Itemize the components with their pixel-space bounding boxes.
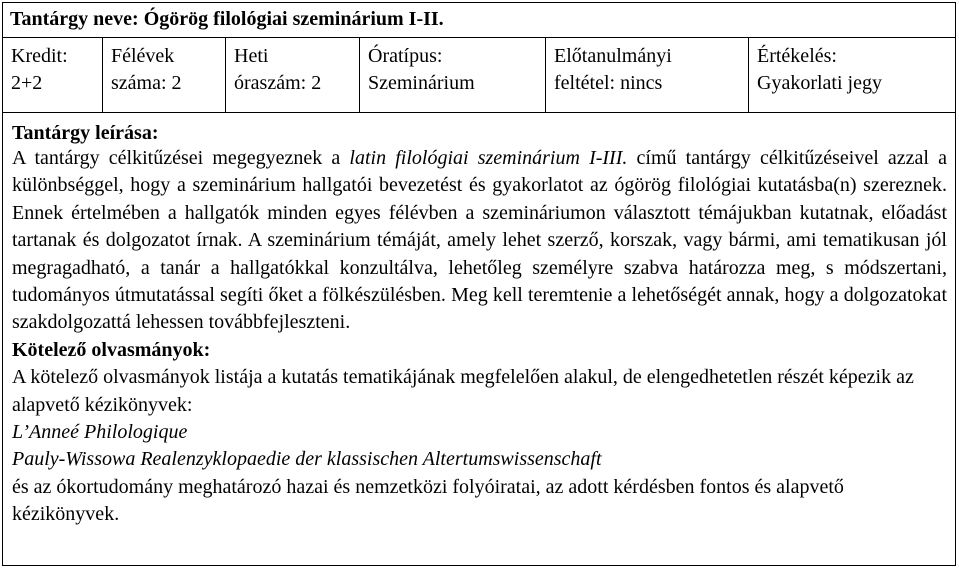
description-text-start: A tantárgy célkitűzései megegyeznek a <box>12 147 350 169</box>
description-text-rest: című tantárgy célkitűzéseivel azzal a különbséggel, hogy a szeminárium hallgatói bevezetést és gyakorlatot az ógörög filológiai kutatásba(n) szereznek. Ennek értelmében a hallgatók minden egyes félévben a szemináriumon választott témájukban kutatnak, előadást tartanak és dolgozatot írnak. A szeminárium témáját, amely lehet szerző, korszak, vagy bármi, ami tematikusan jól megragadható, a tanár a hallgatókkal konzultálva, lehetőleg személyre szabva határozza meg, s módszertani, tudományos útmutatással segíti őket a fölkészülésben. Meg kell teremtenie a lehetőségét annak, hogy a dolgozatokat szakdolgozattá lehessen továbbfejleszteni. <box>12 147 947 334</box>
meta-row <box>3 38 955 113</box>
prerequisite-cell <box>546 38 749 112</box>
semesters-value: száma: 2 <box>111 72 182 94</box>
semesters-cell <box>103 38 226 112</box>
description-text <box>12 145 947 337</box>
course-sheet <box>2 2 956 566</box>
assessment-label: Értékelés: <box>757 45 837 67</box>
readings-heading: Kötelező olvasmányok: <box>12 338 211 361</box>
credit-value: 2+2 <box>11 72 43 94</box>
readings-item-anneé: L’Anneé Philologique <box>12 421 188 444</box>
description-heading: Tantárgy leírása: <box>12 122 159 144</box>
class-type-value: Szeminárium <box>368 72 475 94</box>
readings-item-pauly-wissowa: Pauly-Wissowa Realenzyklopaedie der klassischen Altertumswissenschaft <box>12 448 602 471</box>
description-italic-title: latin filológiai szeminárium I-III. <box>349 147 628 169</box>
weekly-hours-value: óraszám: 2 <box>234 72 322 94</box>
prerequisite-label: Előtanulmányi <box>554 45 672 67</box>
body-row <box>3 113 955 565</box>
weekly-hours-cell <box>226 38 360 112</box>
prerequisite-value: feltétel: nincs <box>554 72 663 94</box>
assessment-cell <box>749 38 955 112</box>
course-title: Tantárgy neve: Ógörög filológiai szeminárium I-II. <box>10 8 444 30</box>
credit-cell <box>3 38 103 112</box>
weekly-hours-label: Heti <box>234 45 269 67</box>
class-type-label: Óratípus: <box>368 45 443 67</box>
class-type-cell <box>360 38 546 112</box>
semesters-label: Félévek <box>111 45 175 67</box>
assessment-value: Gyakorlati jegy <box>757 72 882 94</box>
readings-intro: A kötelező olvasmányok listája a kutatás tematikájának megfelelően alakul, de elengedhetetlen részét képezik az alapvető kézikönyvek: <box>12 366 914 416</box>
credit-label: Kredit: <box>11 45 68 67</box>
readings-outro: és az ókortudomány meghatározó hazai és nemzetközi folyóiratai, az adott kérdésben fontos és alapvető kézikönyvek. <box>12 475 844 526</box>
title-row <box>3 3 955 38</box>
